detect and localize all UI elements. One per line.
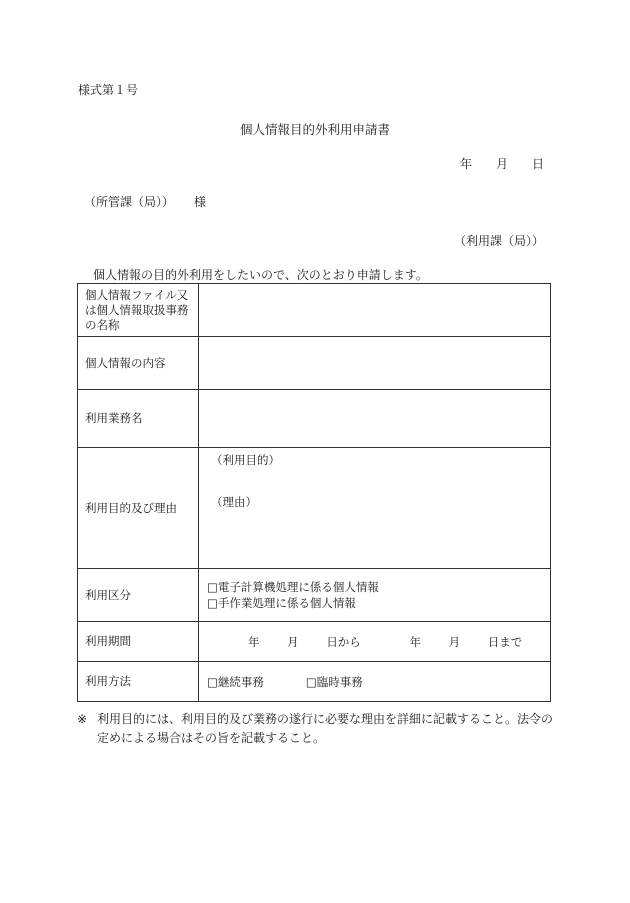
content-label: 個人情報の内容 bbox=[78, 337, 199, 390]
form-title: 個人情報目的外利用申請書 bbox=[239, 122, 390, 137]
label-line: 個人情報ファイル又 bbox=[85, 287, 189, 302]
usage-method-label: 利用方法 bbox=[78, 662, 199, 702]
date-line bbox=[460, 155, 544, 172]
note-line-1: 利用目的には、利用目的及び業務の遂行に必要な理由を詳細に記載すること。法令の bbox=[97, 712, 554, 726]
manual-processing-checkbox[interactable]: □手作業処理に係る個人情報 bbox=[207, 596, 356, 610]
purpose-reason-label: 利用目的及び理由 bbox=[78, 448, 199, 569]
business-name-label: 利用業務名 bbox=[78, 390, 199, 448]
intro-text: 個人情報の目的外利用をしたいので、次のとおり申請します。 bbox=[93, 268, 428, 282]
table-row bbox=[78, 448, 551, 569]
form-number: 様式第１号 bbox=[78, 83, 139, 97]
date-year: 年 bbox=[459, 157, 472, 171]
table-row bbox=[78, 662, 551, 702]
period-from-day: 日から bbox=[326, 634, 361, 649]
period-from-month: 月 bbox=[287, 634, 299, 649]
business-name-field[interactable] bbox=[199, 390, 551, 448]
date-day: 日 bbox=[531, 157, 544, 171]
period-to-month: 月 bbox=[448, 634, 461, 649]
continuous-work-checkbox[interactable]: □継続事務 bbox=[207, 674, 264, 689]
usage-category-field bbox=[199, 569, 551, 622]
note bbox=[77, 710, 553, 748]
table-row bbox=[78, 390, 551, 448]
application-table bbox=[77, 283, 551, 702]
requester: （利用課（局）） bbox=[453, 234, 544, 248]
note-line-2: 定めによる場合はその旨を記載すること。 bbox=[97, 731, 326, 745]
table-row bbox=[78, 284, 551, 337]
purpose-sublabel: （利用目的） bbox=[211, 453, 280, 467]
file-name-label bbox=[78, 284, 199, 337]
content-field[interactable] bbox=[199, 337, 551, 390]
period-from-year: 年 bbox=[248, 634, 260, 649]
usage-category-label: 利用区分 bbox=[78, 569, 199, 622]
temporary-work-checkbox[interactable]: □臨時事務 bbox=[305, 674, 363, 689]
addressee-name: （所管課（局）） bbox=[84, 195, 175, 209]
addressee bbox=[84, 193, 206, 210]
label-line: は個人情報取扱事務 bbox=[85, 302, 189, 317]
usage-period-field[interactable] bbox=[199, 622, 551, 662]
usage-period-label: 利用期間 bbox=[78, 622, 199, 662]
date-month: 月 bbox=[495, 157, 508, 171]
usage-method-field bbox=[199, 662, 551, 702]
note-mark: ※ bbox=[77, 712, 88, 726]
table-row bbox=[78, 622, 551, 662]
purpose-reason-field[interactable] bbox=[199, 448, 551, 569]
addressee-honorific: 様 bbox=[194, 195, 207, 209]
period-to-day: 日まで bbox=[487, 634, 523, 649]
reason-sublabel: （理由） bbox=[211, 495, 257, 509]
period-to-year: 年 bbox=[409, 634, 421, 649]
table-row bbox=[78, 569, 551, 622]
electronic-processing-checkbox[interactable]: □電子計算機処理に係る個人情報 bbox=[207, 580, 379, 594]
table-row bbox=[78, 337, 551, 390]
file-name-field[interactable] bbox=[199, 284, 551, 337]
label-line: の名称 bbox=[85, 317, 120, 332]
